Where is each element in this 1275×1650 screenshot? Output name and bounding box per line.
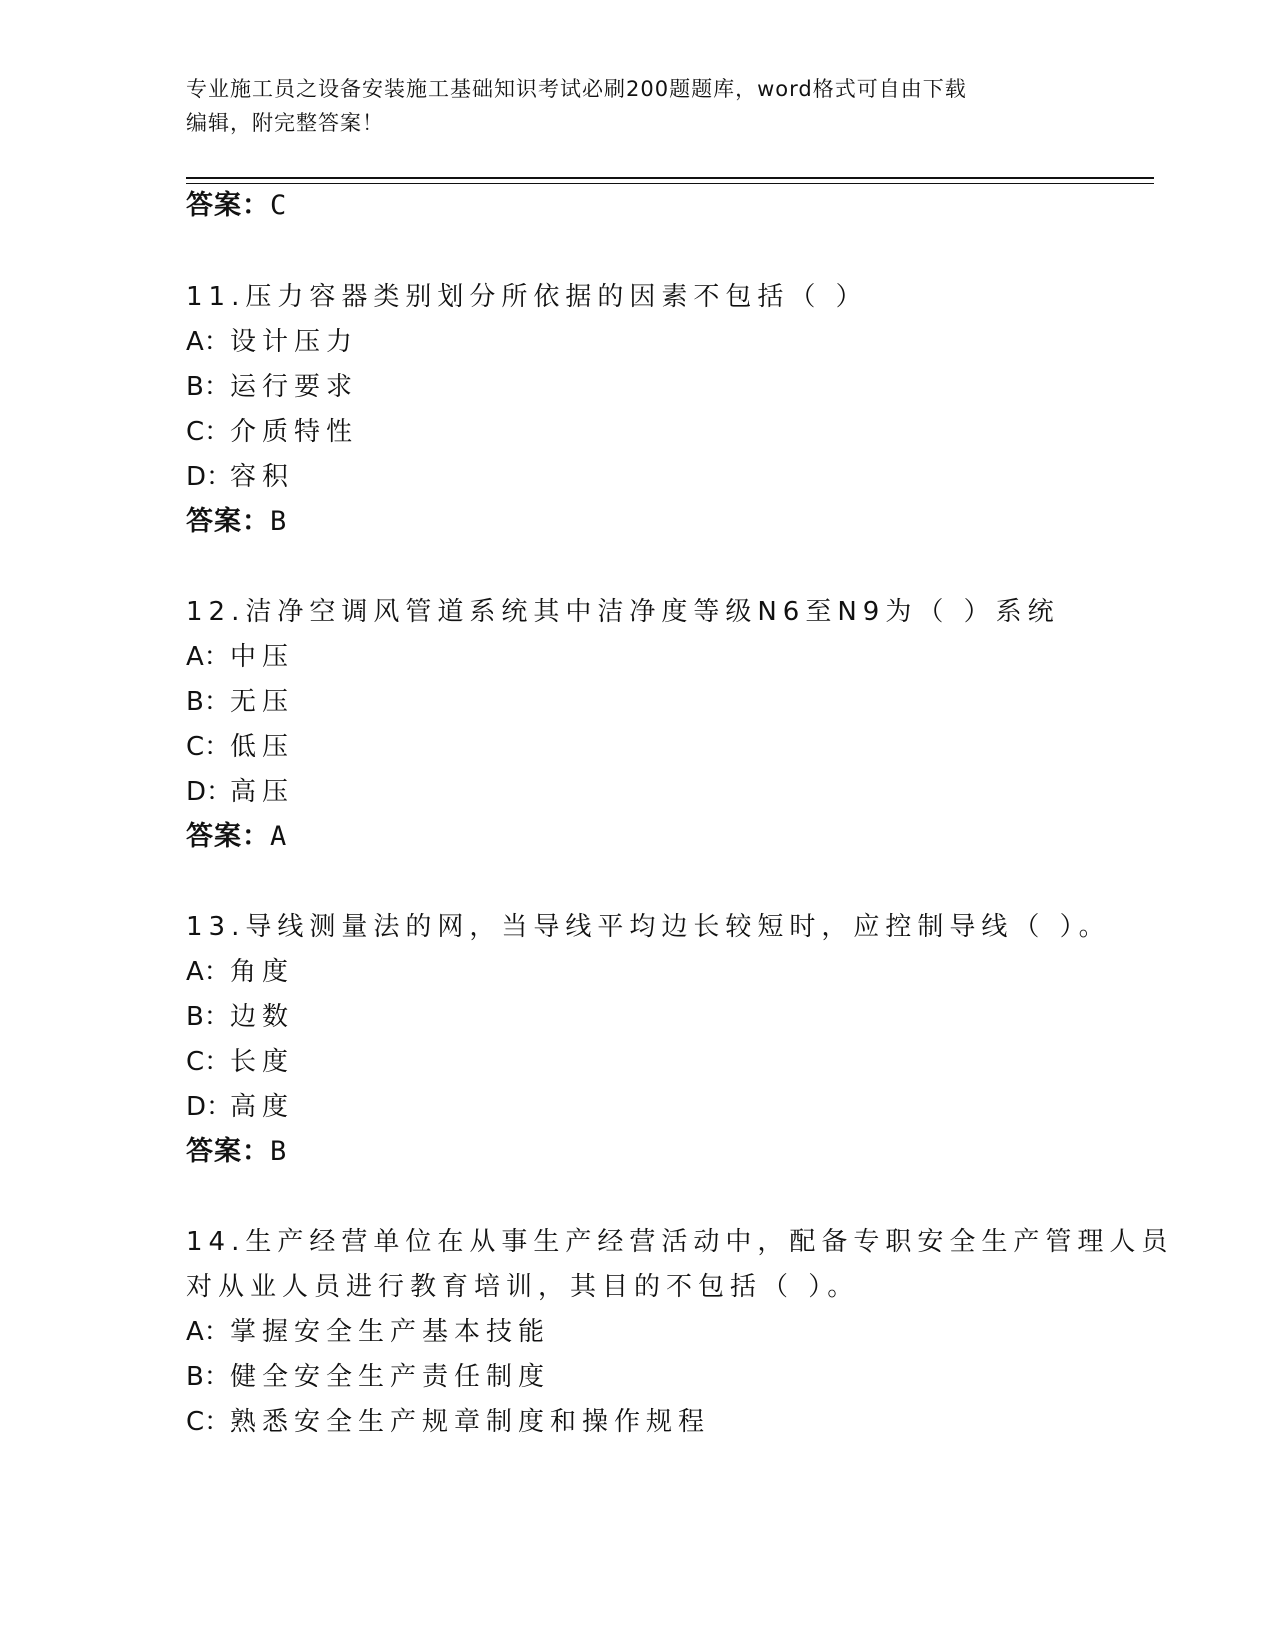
option-key: A： — [186, 642, 230, 672]
option-key: C： — [186, 1047, 231, 1077]
option-key: B： — [186, 1002, 230, 1032]
header-divider-thin — [186, 183, 1154, 184]
option-text: 高度 — [230, 1092, 295, 1122]
question-11-option-b — [186, 365, 358, 410]
question-12-stem: 12.洁净空调风管道系统其中洁净度等级N6至N9为（ ）系统 — [186, 597, 1060, 627]
option-text: 掌握安全生产基本技能 — [230, 1317, 551, 1347]
option-text: 容积 — [230, 462, 295, 492]
option-text: 熟悉安全生产规章制度和操作规程 — [230, 1407, 711, 1437]
answer-value: A — [270, 821, 288, 852]
option-text: 介质特性 — [230, 417, 359, 447]
option-key: B： — [186, 372, 230, 402]
answer-value: B — [270, 506, 288, 537]
question-12-option-b — [186, 680, 294, 725]
option-key: A： — [186, 957, 230, 987]
option-text: 低压 — [230, 732, 295, 762]
answer-value: C — [270, 190, 288, 221]
option-text: 边数 — [230, 1002, 295, 1032]
option-key: A： — [186, 327, 230, 357]
question-13-option-a — [186, 950, 294, 995]
question-14-option-c — [186, 1400, 710, 1445]
answer-label: 答案： — [186, 1136, 270, 1167]
answer-value: B — [270, 1136, 288, 1167]
header-line-2: 编辑，附完整答案！ — [186, 111, 384, 135]
question-12-option-d — [186, 770, 294, 815]
option-key: D： — [186, 462, 233, 492]
option-text: 高压 — [230, 777, 295, 807]
question-11-answer — [186, 502, 287, 542]
question-13-answer — [186, 1132, 287, 1172]
question-12-option-a — [186, 635, 294, 680]
option-key: B： — [186, 1362, 230, 1392]
answer-prev — [186, 186, 287, 226]
option-text: 运行要求 — [230, 372, 359, 402]
question-11-option-a — [186, 320, 358, 365]
question-13-option-d — [186, 1085, 294, 1130]
option-text: 健全安全生产责任制度 — [230, 1362, 551, 1392]
option-key: A： — [186, 1317, 230, 1347]
answer-label: 答案： — [186, 190, 270, 221]
option-key: B： — [186, 687, 230, 717]
option-text: 中压 — [230, 642, 295, 672]
option-key: C： — [186, 732, 231, 762]
question-11-stem: 11.压力容器类别划分所依据的因素不包括（ ） — [186, 282, 868, 312]
question-11-option-d — [186, 455, 294, 500]
option-text: 长度 — [230, 1047, 295, 1077]
question-12-option-c — [186, 725, 294, 770]
answer-label: 答案： — [186, 821, 270, 852]
option-text: 设计压力 — [230, 327, 359, 357]
option-key: C： — [186, 1407, 231, 1437]
answer-label: 答案： — [186, 506, 270, 537]
question-14-stem-line-2: 对从业人员进行教育培训，其目的不包括（ ）。 — [186, 1272, 860, 1302]
option-key: D： — [186, 777, 233, 807]
question-14-option-a — [186, 1310, 550, 1355]
question-13-option-b — [186, 995, 294, 1040]
question-14-option-b — [186, 1355, 550, 1400]
option-text: 角度 — [230, 957, 295, 987]
question-11-option-c — [186, 410, 358, 455]
document-header — [186, 72, 1086, 140]
option-key: D： — [186, 1092, 233, 1122]
question-12-answer — [186, 817, 287, 857]
option-text: 无压 — [230, 687, 295, 717]
question-13-stem: 13.导线测量法的网，当导线平均边长较短时，应控制导线（ ）。 — [186, 912, 1111, 942]
question-13-option-c — [186, 1040, 294, 1085]
header-line-1: 专业施工员之设备安装施工基础知识考试必刷200题题库，word格式可自由下载 — [186, 77, 967, 101]
option-key: C： — [186, 417, 231, 447]
question-14-stem-line-1: 14.生产经营单位在从事生产经营活动中，配备专职安全生产管理人员 — [186, 1227, 1174, 1257]
header-divider-thick — [186, 177, 1154, 179]
